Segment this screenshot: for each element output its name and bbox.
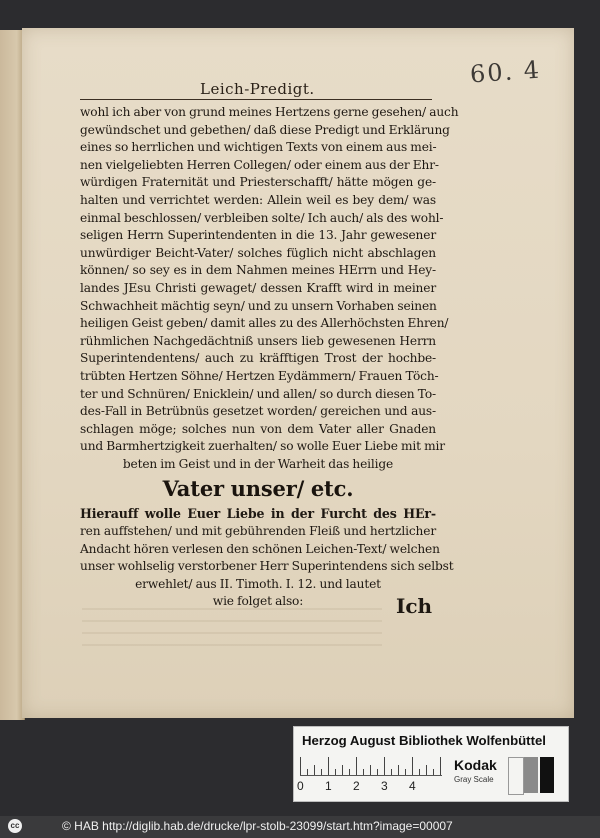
ruler-number: 0 <box>297 779 304 793</box>
text-line: eines so herrlichen und wichtigen Texts von einem aus mei- <box>80 140 437 155</box>
text-line: unwürdiger Beicht-Vater/ solches füglich nicht abschlagen <box>80 245 436 260</box>
ruler-number: 2 <box>353 779 360 793</box>
text-line: seligen Herrn Superintendenten in die 13. Jahr gewesener <box>80 228 436 243</box>
text-line: unser wohlselig verstorbener Herr Superintendens sich selbst <box>80 559 454 574</box>
creative-commons-icon: cc <box>8 819 22 833</box>
text-line: erwehlet/ aus II. Timoth. I. 12. und lautet <box>135 576 381 591</box>
text-line: Andacht hören verlesen den schönen Leichen-Text/ welchen <box>80 541 440 556</box>
body-text <box>80 104 459 611</box>
text-line: des-Fall in Betrübnüs gesetzet worden/ gereichen und aus- <box>80 404 436 419</box>
text-line: können/ so sey es in dem Nahmen meines HErrn und Hey- <box>80 263 436 278</box>
footer-bar <box>0 816 600 838</box>
ruler-number: 4 <box>409 779 416 793</box>
text-line: beten im Geist und in der Warheit das heilige <box>122 456 394 471</box>
library-name: Herzog August Bibliothek Wolfenbüttel <box>302 733 546 748</box>
text-line: gewündschet und gebethen/ daß diese Predigt und Erklärung <box>80 122 450 137</box>
text-line: würdigen Fraternität und Priesterschafft/ hätte mögen ge- <box>80 175 436 190</box>
ruler-number: 1 <box>325 779 332 793</box>
head-rule <box>80 99 432 100</box>
scale-ruler <box>300 757 442 776</box>
gray-scale-label: Gray Scale <box>454 775 494 784</box>
text-line: trübten Hertzen Söhne/ Hertzen Eydämmern/ Frauen Töch- <box>80 368 439 383</box>
catchword: Ich <box>396 594 433 618</box>
closing-line: wie folget also: <box>212 594 304 609</box>
gray-swatch-light <box>508 757 524 795</box>
text-line: heiligen Geist geben/ damit alles zu des Allerhöchsten Ehren/ <box>80 316 449 331</box>
text-line: halten und verrichtet werden: Allein weil es bey dem/ was <box>80 192 436 207</box>
handwritten-folio-number: 60. 4 <box>469 55 542 89</box>
running-head: Leich-Predigt. <box>200 80 315 98</box>
prayer-heading: Vater unser/ etc. <box>162 476 354 502</box>
kodak-logo: Kodak <box>454 757 497 773</box>
bleed-through-text <box>82 608 382 648</box>
text-line: und Barmhertzigkeit zuerhalten/ so wolle Euer Liebe mit mir <box>80 439 445 454</box>
gray-swatch-mid <box>524 757 538 793</box>
text-line: einmal beschlossen/ verbleiben solte/ Ich auch/ als des wohl- <box>80 210 444 225</box>
text-line: rühmlichen Nachgedächtniß unsers lieb gewesenen Herrn <box>80 333 436 348</box>
text-line: landes JEsu Christi gewaget/ dessen Krafft wird in meiner <box>80 280 436 295</box>
gray-swatch-dark <box>540 757 554 793</box>
text-line: Hierauff wolle Euer Liebe in der Furcht des HEr- <box>80 506 436 522</box>
ruler-number: 3 <box>381 779 388 793</box>
text-line: schlagen möge; solches nun von dem Vater aller Gnaden <box>80 421 436 436</box>
color-reference-card <box>293 726 569 802</box>
text-line: wohl ich aber von grund meines Hertzens gerne gesehen/ auch <box>80 105 459 119</box>
text-line: Superintendentens/ auch zu kräfftigen Trost der hochbe- <box>80 351 436 366</box>
text-line: ter und Schnüren/ Enicklein/ und allen/ so durch diesen To- <box>80 386 436 401</box>
ruler-numbers <box>297 779 450 795</box>
text-line: ren auffstehen/ und mit gebührenden Fleiß und hertzlicher <box>80 524 436 539</box>
text-line: Schwachheit mächtig seyn/ und zu unsern Vorhaben seinen <box>80 298 437 313</box>
text-line: nen vielgeliebten Herren Collegen/ oder einem aus der Ehr- <box>80 157 439 172</box>
copyright-link[interactable]: © HAB http://diglib.hab.de/drucke/lpr-stolb-23099/start.htm?image=00007 <box>62 819 453 833</box>
